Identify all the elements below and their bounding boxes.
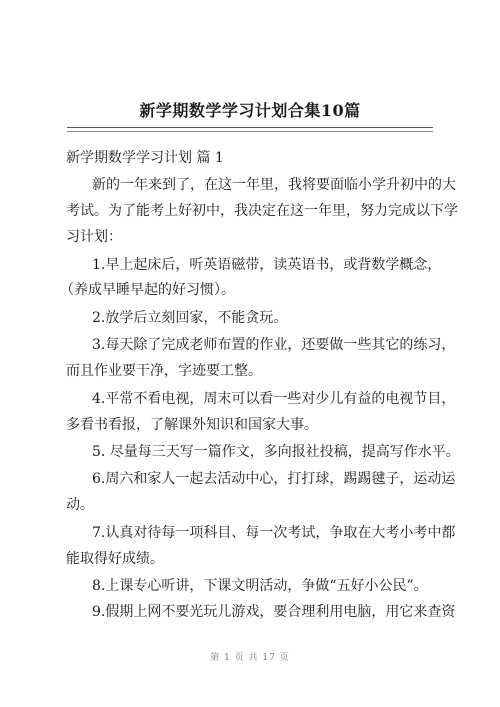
body-text-line: 3.每天除了完成老师布置的作业，还要做一些其它的练习， (92, 337, 456, 353)
body-text-line: 而且作业要干净，字迹要工整。 (66, 363, 262, 379)
body-text-line: 考试。为了能考上好初中，我决定在这一年里，努力完成以下学 (66, 203, 458, 219)
body-text-line: 9.假期上网不要光玩儿游戏，要合理利用电脑，用它来查资 (92, 604, 456, 620)
body-text-line: 2.放学后立刻回家，不能贪玩。 (92, 310, 288, 326)
body-text-line: 习计划： (66, 229, 122, 245)
body-text-line: 6.周六和家人一起去活动中心，打打球，踢踢毽子，运动运 (92, 471, 456, 487)
body-text-line: 能取得好成绩。 (66, 551, 164, 567)
body-text-line: 动。 (66, 497, 94, 513)
title-rule-top (67, 127, 433, 128)
body-text-line: 新的一年来到了，在这一年里，我将要面临小学升初中的大 (92, 177, 456, 193)
title-rule-bottom (67, 131, 433, 132)
body-text-line: 5. 尽量每三天写一篇作文，多向报社投稿，提高写作水平。 (92, 444, 460, 460)
body-text-line: 7.认真对待每一项科目、每一次考试，争取在大考小考中都 (92, 525, 456, 541)
body-text-line: 4.平常不看电视，周末可以看一些对少儿有益的电视节目， (92, 391, 456, 407)
body-text-line: 1.早上起床后，听英语磁带，读英语书，或背数学概念， (92, 257, 442, 273)
body-text-line: 8.上课专心听讲，下课文明活动，争做“五好小公民”。 (92, 578, 428, 594)
body-text-line: （养成早睡早起的好习惯）。 (60, 282, 235, 298)
section-heading: 新学期数学学习计划 篇 1 (66, 150, 224, 166)
page-footer: 第 1 页 共 17 页 (210, 653, 290, 663)
page-title: 新学期数学学习计划合集10篇 (139, 101, 361, 120)
body-text-line: 多看书看报，了解课外知识和国家大事。 (66, 417, 318, 433)
